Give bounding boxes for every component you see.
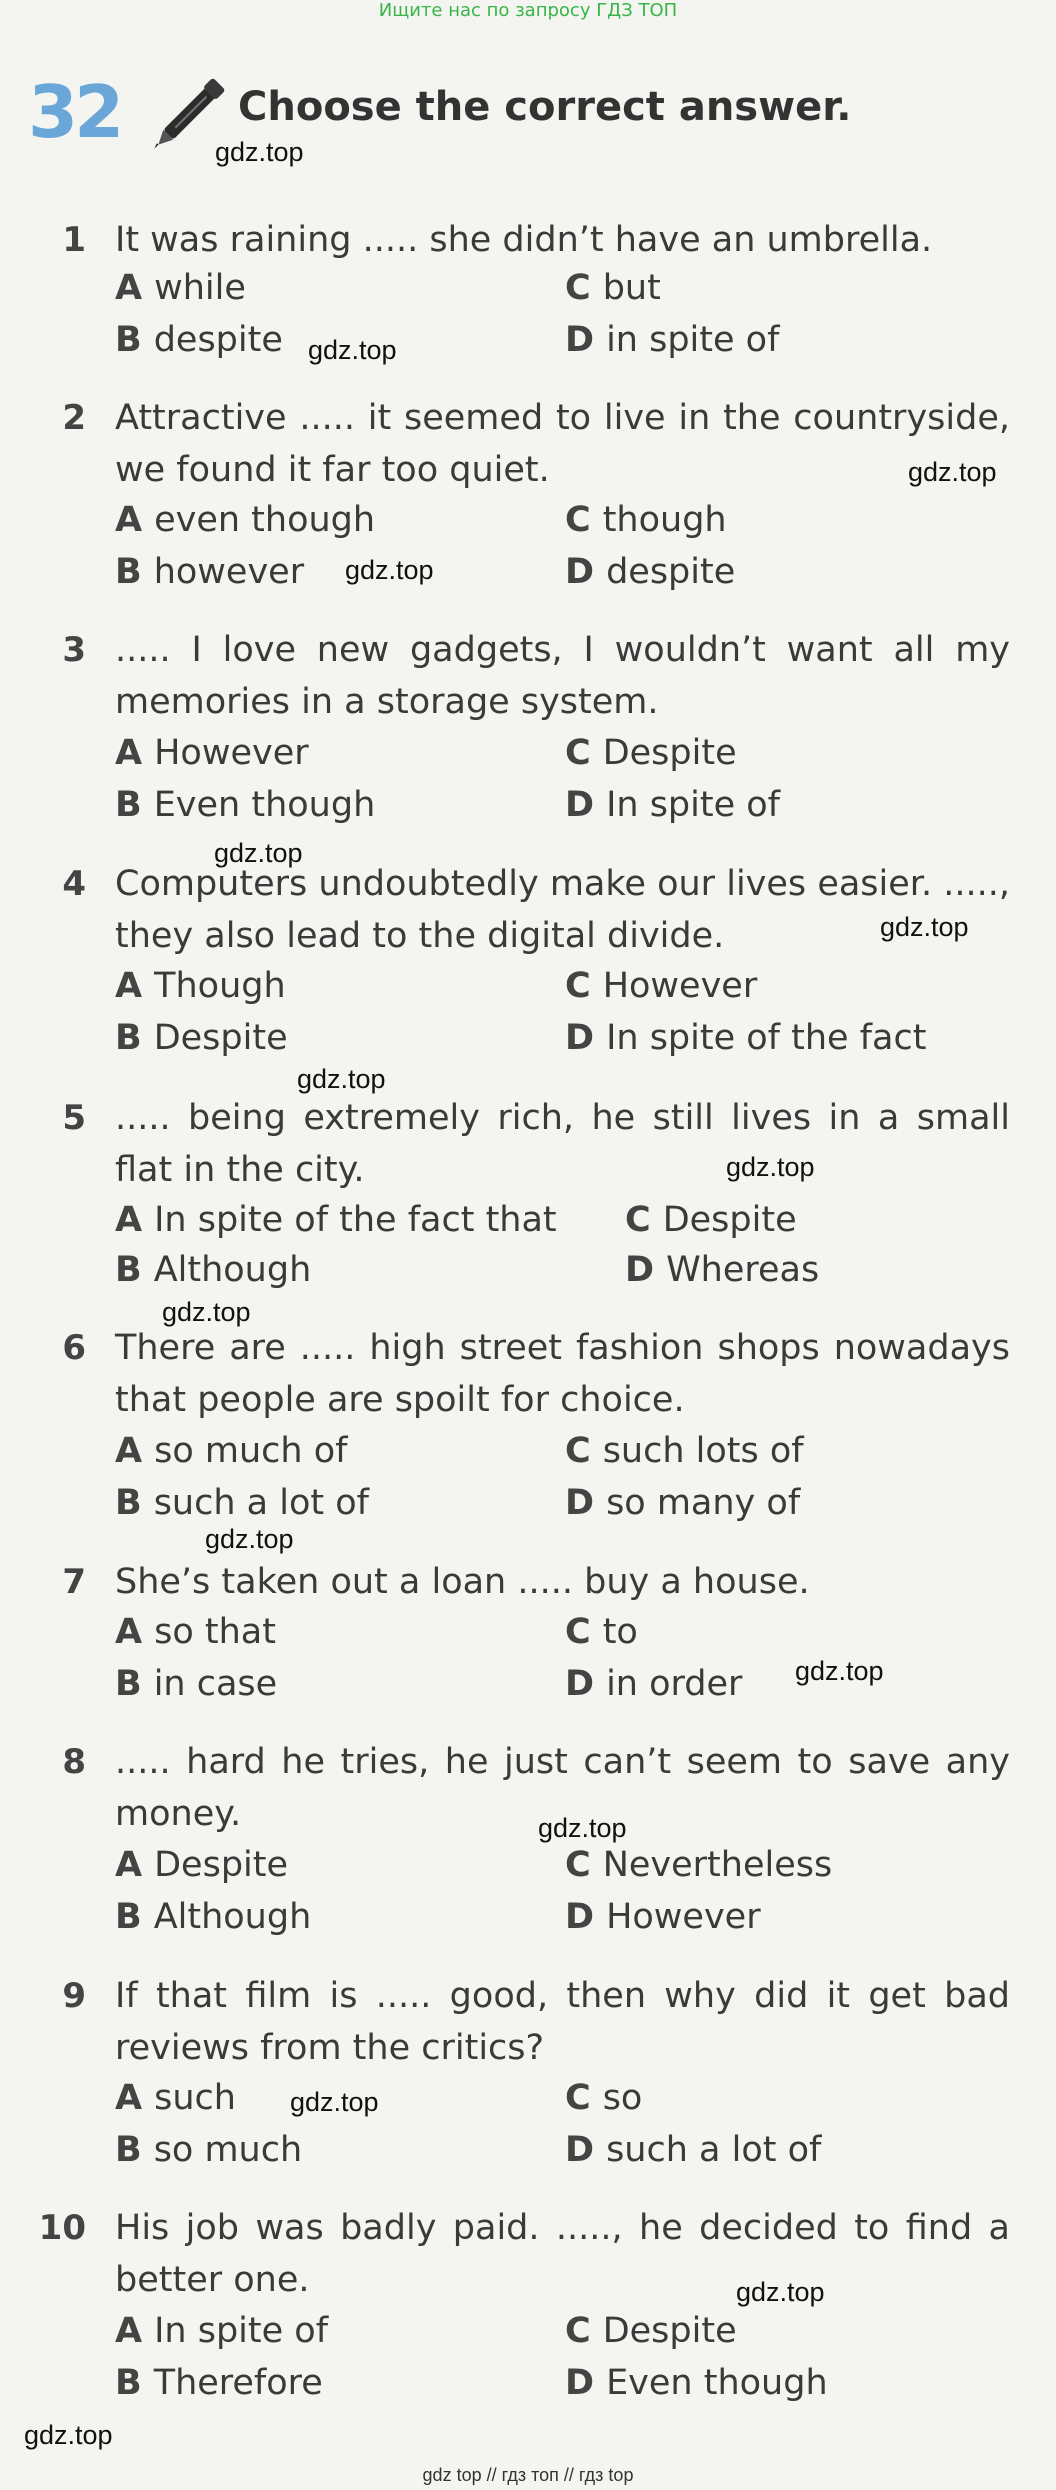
option-letter: C xyxy=(565,500,591,540)
option-d[interactable] xyxy=(625,1250,819,1290)
option-text: Whereas xyxy=(666,1250,820,1290)
exercise-title: Choose the correct answer. xyxy=(238,84,852,130)
option-letter: D xyxy=(565,320,595,360)
option-letter: B xyxy=(115,2363,142,2403)
option-letter: C xyxy=(565,2311,591,2351)
question-number: 3 xyxy=(62,630,86,670)
option-text: In spite of the fact that xyxy=(154,1200,557,1240)
option-letter: C xyxy=(565,1431,591,1471)
option-text: Despite xyxy=(153,1018,288,1058)
option-a[interactable] xyxy=(115,1612,276,1652)
option-letter: B xyxy=(115,785,142,825)
question-text: ..... hard he tries, he just can’t seem to save any money. xyxy=(115,1742,1010,1834)
option-c[interactable] xyxy=(565,2311,737,2351)
option-text: Though xyxy=(154,966,286,1006)
option-d[interactable] xyxy=(565,785,780,825)
option-text: in spite of xyxy=(606,320,780,360)
watermark: gdz.top xyxy=(24,2420,113,2450)
option-letter: B xyxy=(115,320,142,360)
option-text: though xyxy=(602,500,727,540)
option-a[interactable] xyxy=(115,268,246,308)
option-letter: A xyxy=(115,966,143,1006)
option-letter: A xyxy=(115,1845,143,1885)
question-number: 6 xyxy=(62,1328,86,1368)
option-b[interactable] xyxy=(115,1897,311,1937)
option-a[interactable] xyxy=(115,500,375,540)
option-text: despite xyxy=(153,320,283,360)
option-text: Despite xyxy=(602,2311,737,2351)
option-d[interactable] xyxy=(565,1018,926,1058)
option-c[interactable] xyxy=(565,1612,638,1652)
option-a[interactable] xyxy=(115,1200,557,1240)
question-text: Computers undoubtedly make our lives easier. ....., they also lead to the digital divide. xyxy=(115,864,1010,956)
option-text: Even though xyxy=(153,785,376,825)
option-text: in case xyxy=(153,1664,278,1704)
watermark: gdz.top xyxy=(345,555,434,585)
option-text: so much xyxy=(153,2130,303,2170)
question-number: 9 xyxy=(62,1976,86,2016)
option-text: such xyxy=(154,2078,236,2118)
option-d[interactable] xyxy=(565,2130,821,2170)
question-number: 8 xyxy=(62,1742,86,1782)
option-letter: C xyxy=(565,268,591,308)
option-text: In spite of the fact xyxy=(606,1018,927,1058)
option-c[interactable] xyxy=(565,733,737,773)
option-letter: D xyxy=(565,1018,595,1058)
option-text: however xyxy=(153,552,305,592)
option-letter: B xyxy=(115,1250,142,1290)
option-b[interactable] xyxy=(115,1483,369,1523)
option-letter: C xyxy=(565,2078,591,2118)
option-b[interactable] xyxy=(115,785,375,825)
option-text: while xyxy=(154,268,246,308)
option-text: Despite xyxy=(154,1845,289,1885)
watermark: gdz.top xyxy=(215,137,304,167)
question-text: His job was badly paid. ....., he decided to find a better one. xyxy=(115,2208,1010,2300)
option-text: Despite xyxy=(662,1200,797,1240)
question-text: She’s taken out a loan ..... buy a house. xyxy=(115,1562,810,1602)
question-number: 7 xyxy=(62,1562,86,1602)
watermark: gdz.top xyxy=(880,912,969,942)
option-d[interactable] xyxy=(565,1897,761,1937)
option-a[interactable] xyxy=(115,966,286,1006)
option-letter: B xyxy=(115,1897,142,1937)
watermark: gdz.top xyxy=(736,2277,825,2307)
option-letter: A xyxy=(115,1200,143,1240)
watermark: gdz.top xyxy=(214,838,303,868)
option-text: such a lot of xyxy=(153,1483,369,1523)
option-letter: A xyxy=(115,500,143,540)
option-letter: A xyxy=(115,268,143,308)
question-number: 4 xyxy=(62,864,86,904)
option-b[interactable] xyxy=(115,320,283,360)
option-letter: B xyxy=(115,552,142,592)
option-text: to xyxy=(602,1612,638,1652)
option-text: Even though xyxy=(606,2363,828,2403)
option-letter: D xyxy=(565,1483,595,1523)
question-number: 10 xyxy=(38,2208,86,2248)
watermark: gdz.top xyxy=(205,1524,294,1554)
option-d[interactable] xyxy=(565,320,779,360)
option-c[interactable] xyxy=(565,1845,832,1885)
watermark: gdz.top xyxy=(308,335,397,365)
option-b[interactable] xyxy=(115,1664,277,1704)
option-a[interactable] xyxy=(115,2311,328,2351)
option-letter: D xyxy=(625,1250,655,1290)
option-text: but xyxy=(602,268,661,308)
option-text: even though xyxy=(154,500,376,540)
option-letter: D xyxy=(565,785,595,825)
question-text: It was raining ..... she didn’t have an umbrella. xyxy=(115,220,933,260)
option-letter: C xyxy=(565,966,591,1006)
option-text: Therefore xyxy=(153,2363,323,2403)
option-letter: A xyxy=(115,1431,143,1471)
question-number: 5 xyxy=(62,1098,86,1138)
option-letter: A xyxy=(115,1612,143,1652)
watermark: gdz.top xyxy=(290,2087,379,2117)
option-text: despite xyxy=(606,552,736,592)
option-letter: B xyxy=(115,1664,142,1704)
option-letter: D xyxy=(565,1664,595,1704)
watermark: gdz.top xyxy=(908,457,997,487)
option-text: so xyxy=(602,2078,643,2118)
option-text: In spite of xyxy=(606,785,780,825)
bottom-footer[interactable]: gdz top // гдз топ // гдз top xyxy=(422,2465,634,2485)
option-text: Although xyxy=(153,1250,312,1290)
option-b[interactable] xyxy=(115,2130,302,2170)
option-letter: D xyxy=(565,1897,595,1937)
option-c[interactable] xyxy=(565,500,727,540)
option-d[interactable] xyxy=(565,552,735,592)
option-letter: C xyxy=(565,1612,591,1652)
exercise-header xyxy=(28,70,1018,160)
option-d[interactable] xyxy=(565,2363,828,2403)
question-text: Attractive ..... it seemed to live in the countryside, we found it far too quiet. xyxy=(115,398,1010,490)
option-c[interactable] xyxy=(565,268,661,308)
watermark: gdz.top xyxy=(726,1152,815,1182)
question-text: ..... being extremely rich, he still lives in a small flat in the city. xyxy=(115,1098,1010,1190)
option-text: so many of xyxy=(606,1483,801,1523)
top-banner[interactable]: Ищите нас по запросу ГДЗ ТОП xyxy=(378,0,678,21)
option-b[interactable] xyxy=(115,2363,323,2403)
question-text: There are ..... high street fashion shops nowadays that people are spoilt for choice. xyxy=(115,1328,1010,1420)
option-d[interactable] xyxy=(565,1664,742,1704)
watermark: gdz.top xyxy=(538,1813,627,1843)
option-letter: D xyxy=(565,2130,595,2170)
option-letter: D xyxy=(565,552,595,592)
option-letter: A xyxy=(115,2311,143,2351)
option-a[interactable] xyxy=(115,1845,288,1885)
option-text: However xyxy=(154,733,309,773)
option-letter: C xyxy=(565,733,591,773)
option-text: such lots of xyxy=(602,1431,804,1471)
option-letter: B xyxy=(115,1483,142,1523)
option-c[interactable] xyxy=(565,966,757,1006)
option-text: Although xyxy=(153,1897,312,1937)
option-text: so that xyxy=(154,1612,276,1652)
option-letter: A xyxy=(115,2078,143,2118)
question-number: 1 xyxy=(62,220,86,260)
question-number: 2 xyxy=(62,398,86,438)
option-c[interactable] xyxy=(565,2078,642,2118)
option-text: However xyxy=(602,966,758,1006)
option-letter: A xyxy=(115,733,143,773)
option-c[interactable] xyxy=(625,1200,797,1240)
option-d[interactable] xyxy=(565,1483,800,1523)
watermark: gdz.top xyxy=(162,1297,251,1327)
option-text: In spite of xyxy=(154,2311,329,2351)
option-letter: B xyxy=(115,1018,142,1058)
question-text: ..... I love new gadgets, I wouldn’t want all my memories in a storage system. xyxy=(115,630,1010,722)
option-text: so much of xyxy=(154,1431,348,1471)
option-letter: C xyxy=(565,1845,591,1885)
watermark: gdz.top xyxy=(297,1064,386,1094)
option-text: in order xyxy=(606,1664,743,1704)
option-c[interactable] xyxy=(565,1431,804,1471)
option-b[interactable] xyxy=(115,1250,311,1290)
option-text: such a lot of xyxy=(606,2130,822,2170)
option-letter: C xyxy=(625,1200,651,1240)
exercise-number: 32 xyxy=(28,70,121,154)
option-text: Nevertheless xyxy=(602,1845,833,1885)
option-letter: D xyxy=(565,2363,595,2403)
watermark: gdz.top xyxy=(795,1656,884,1686)
option-a[interactable] xyxy=(115,1431,347,1471)
option-a[interactable] xyxy=(115,733,309,773)
option-b[interactable] xyxy=(115,1018,288,1058)
option-text: However xyxy=(606,1897,761,1937)
option-text: Despite xyxy=(602,733,737,773)
option-letter: B xyxy=(115,2130,142,2170)
option-b[interactable] xyxy=(115,552,304,592)
question-text: If that film is ..... good, then why did it get bad reviews from the critics? xyxy=(115,1976,1010,2068)
option-a[interactable] xyxy=(115,2078,236,2118)
